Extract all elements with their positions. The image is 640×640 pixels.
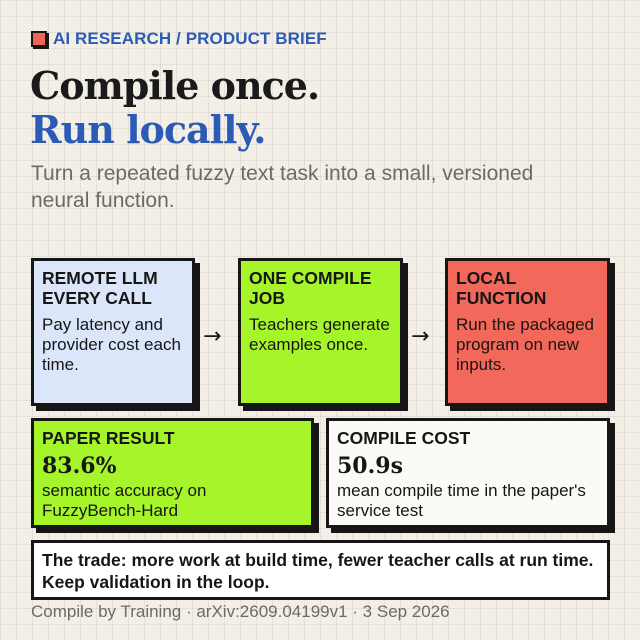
footer-citation: Compile by Training · arXiv:2609.04199v1 · 3 Sep 2026 bbox=[31, 602, 450, 621]
flow-card-body: Teachers generate examples once. bbox=[249, 315, 390, 354]
subtitle: Turn a repeated fuzzy text task into a small, versioned neural function. bbox=[31, 162, 534, 212]
metric-card-paper-result bbox=[31, 418, 314, 528]
flow-card-heading: ONE COMPILE JOB bbox=[249, 268, 372, 308]
flow-card-body: Run the packaged program on new inputs. bbox=[456, 315, 594, 374]
flow-card-body: Pay latency and provider cost each time. bbox=[42, 315, 181, 374]
section-kicker bbox=[31, 29, 327, 49]
kicker-text: AI RESEARCH / PRODUCT BRIEF bbox=[53, 29, 327, 48]
metric-heading: COMPILE COST bbox=[337, 428, 471, 448]
right-arrow-icon: → bbox=[203, 324, 222, 349]
flow-card-local-function bbox=[445, 258, 610, 406]
metric-card-compile-cost bbox=[326, 418, 610, 528]
square-bullet-icon bbox=[31, 31, 47, 47]
title-line-1: Compile once. bbox=[30, 63, 320, 108]
right-arrow-icon: → bbox=[411, 324, 430, 349]
metric-heading: PAPER RESULT bbox=[42, 428, 175, 448]
flow-card-remote-llm bbox=[31, 258, 195, 406]
flow-card-heading: LOCAL FUNCTION bbox=[456, 268, 547, 308]
metric-value: 83.6% bbox=[42, 453, 117, 479]
title-line-2: Run locally. bbox=[30, 107, 266, 152]
flow-card-heading: REMOTE LLM EVERY CALL bbox=[42, 268, 158, 308]
metric-description: semantic accuracy on FuzzyBench-Hard bbox=[42, 481, 207, 520]
metric-value: 50.9s bbox=[337, 453, 403, 479]
page-title bbox=[30, 64, 319, 152]
flow-card-compile-job bbox=[238, 258, 403, 406]
tradeoff-callout: The trade: more work at build time, fewer teacher calls at run time. Keep validation in the loop. bbox=[31, 540, 610, 600]
metric-description: mean compile time in the paper's service test bbox=[337, 481, 586, 520]
